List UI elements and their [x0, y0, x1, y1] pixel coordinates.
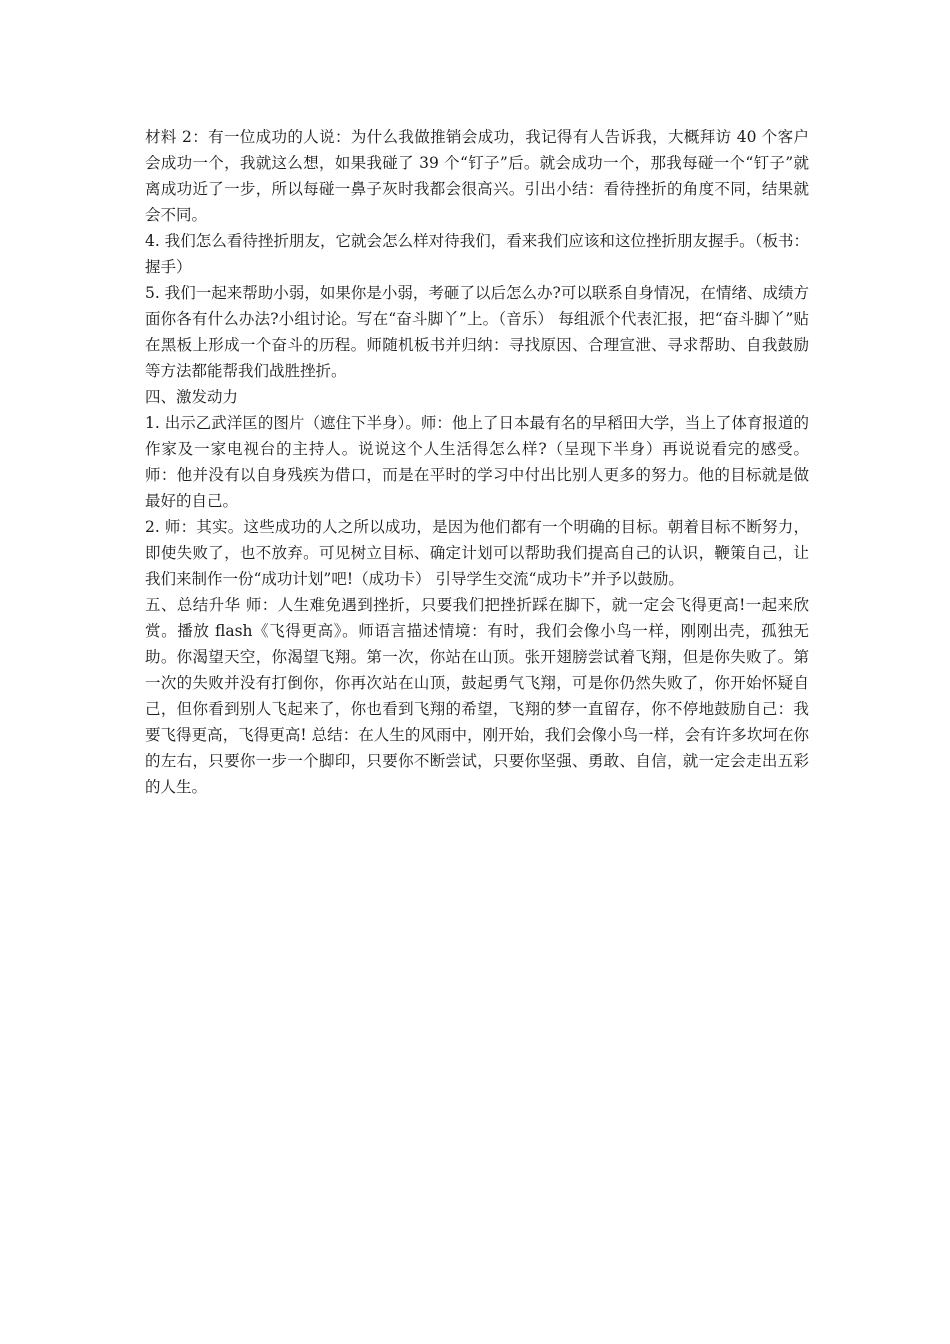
- paragraph-summary: 五、总结升华 师：人生难免遇到挫折，只要我们把挫折踩在脚下，就一定会飞得更高!一起来欣赏。播放 flash《飞得更高》。师语言描述情境：有时，我们会像小鸟一样，刚刚出壳，孤独无助。你渴望天空，你渴望飞翔。第一次，你站在山顶。张开翅膀尝试着飞翔，但是你失败了。第一次的失败并没有打倒你，你再次站在山顶，鼓起勇气飞翔，可是你仍然失败了，你开始怀疑自己，但你看到别人飞起来了，你也看到飞翔的希望，飞翔的梦一直留存，你不停地鼓励自己：我要飞得更高，飞得更高! 总结：在人生的风雨中，刚开始，我们会像小鸟一样，会有许多坎坷在你的左右，只要你一步一个脚印，只要你不断尝试，只要你坚强、勇敢、自信，就一定会走出五彩的人生。: [145, 596, 809, 796]
- section-heading-motivation: 四、激发动力: [145, 388, 239, 406]
- paragraph-motivation-2: 2. 师：其实。这些成功的人之所以成功，是因为他们都有一个明确的目标。朝着目标不断努力，即使失败了，也不放弃。可见树立目标、确定计划可以帮助我们提高自己的认识，鞭策自己，让我们来制作一份“成功计划”吧!（成功卡） 引导学生交流“成功卡”并予以鼓励。: [145, 518, 809, 588]
- paragraph-item-5: 5. 我们一起来帮助小弱，如果你是小弱，考砸了以后怎么办?可以联系自身情况，在情绪、成绩方面你各有什么办法?小组讨论。写在“奋斗脚丫”上。（音乐） 每组派个代表汇报，把“奋斗脚丫”贴在黑板上形成一个奋斗的历程。师随机板书并归纳：寻找原因、合理宣泄、寻求帮助、自我鼓励等方法都能帮我们战胜挫折。: [145, 284, 809, 380]
- document-body: [145, 124, 809, 800]
- paragraph-material-2: 材料 2：有一位成功的人说：为什么我做推销会成功，我记得有人告诉我，大概拜访 40 个客户会成功一个，我就这么想，如果我碰了 39 个“钉子”后。就会成功一个，那我每碰一个“钉子”就离成功近了一步，所以每碰一鼻子灰时我都会很高兴。引出小结：看待挫折的角度不同，结果就会不同。: [145, 128, 809, 224]
- paragraph-motivation-1: 1. 出示乙武洋匡的图片（遮住下半身）。师：他上了日本最有名的早稻田大学，当上了体育报道的作家及一家电视台的主持人。说说这个人生活得怎么样?（呈现下半身）再说说看完的感受。 师：他并没有以自身残疾为借口，而是在平时的学习中付出比别人更多的努力。他的目标就是做最好的自己。: [145, 414, 809, 510]
- paragraph-item-4: 4. 我们怎么看待挫折朋友，它就会怎么样对待我们，看来我们应该和这位挫折朋友握手。（板书：握手）: [145, 232, 809, 276]
